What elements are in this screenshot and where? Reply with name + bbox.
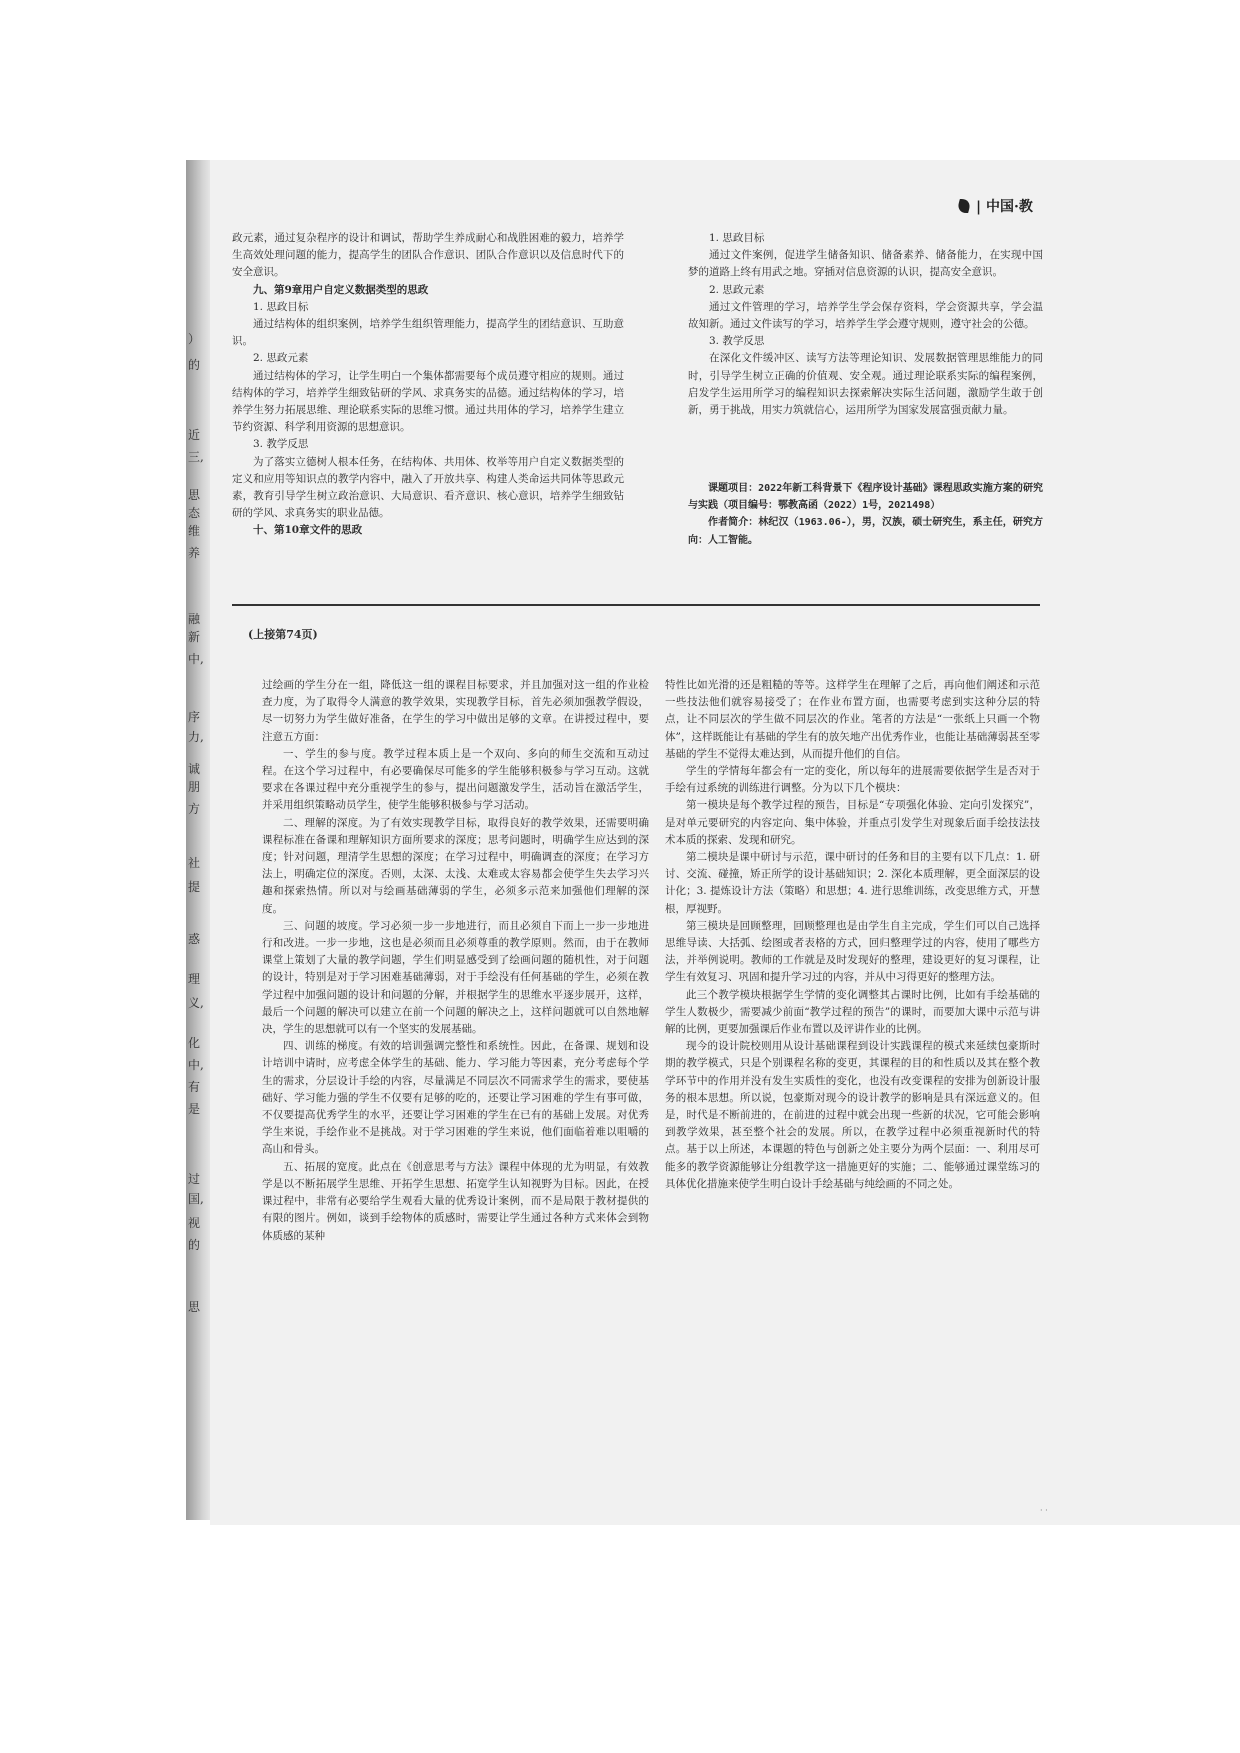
left-margin-strip (186, 160, 212, 1520)
paragraph: 此三个教学模块根据学生学情的变化调整其占课时比例，比如有手绘基础的学生人数极少，需要减少前面“教学过程的预告”的课时，而要加大课中示范与讲解的比例，更要加强课后作业布置以及评讲作业的比例。 (665, 988, 1040, 1036)
margin-char: 养 (188, 546, 201, 560)
bottom-right-column (665, 677, 1040, 1193)
margin-char: 过 (188, 1172, 201, 1186)
margin-char: 义, (188, 996, 204, 1010)
paragraph: 3. 教学反思 (253, 438, 309, 451)
margin-char: 的 (188, 1238, 201, 1252)
margin-char: 的 (188, 358, 201, 372)
paragraph: 1. 思政目标 (253, 300, 309, 313)
margin-char: 国, (188, 1192, 204, 1206)
margin-char: 诚 (188, 762, 201, 776)
paragraph: 为了落实立德树人根本任务，在结构体、共用体、枚举等用户自定义数据类型的定义和应用等知识点的教学内容中，融入了开放共享、构建人类命运共同体等思政元素，教育引导学生树立政治意识、大局意识、看齐意识、核心意识，培养学生细致钻研的学风、求真务实的职业品德。 (232, 455, 624, 520)
paragraph: 九、第9章用户自定义数据类型的思政 (253, 283, 429, 296)
margin-char: 中, (188, 1058, 204, 1072)
margin-char: 视 (188, 1216, 201, 1230)
author-profile: 作者简介：林纪汉（1963.06-），男，汉族，硕士研究生，系主任，研究方向：人工智能。 (688, 517, 1043, 546)
paragraph: 十、第10章文件的思政 (253, 524, 363, 537)
top-right-column (688, 230, 1043, 419)
paragraph: 一、学生的参与度。教学过程本质上是一个双向、多向的师生交流和互动过程。在这个学习过程中，有必要确保尽可能多的学生能够积极参与学习互动。这就要求在各课过程中充分重视学生的参与，提出问题激发学生，活动旨在激活学生，并采用组织策略动员学生，使学生能够积极参与学习活动。 (262, 747, 649, 812)
margin-char: ） (188, 332, 201, 346)
bottom-left-column (262, 677, 649, 1245)
paragraph: 2. 思政元素 (709, 283, 765, 296)
footer-mark: · · (1040, 1506, 1048, 1515)
margin-char: 是 (188, 1102, 201, 1116)
margin-char: 朋 (188, 780, 201, 794)
paragraph: 第三模块是回顾整理，回顾整理也是由学生自主完成，学生们可以自己选择思维导读、大括弧、绘图或者表格的方式，回归整理学过的内容，使用了哪些方法，并举例说明。教师的工作就是及时发现好的整理，建设更好的复习课程，让学生有效复习、巩固和提升学习过的内容，并从中习得更好的整理方法。 (665, 919, 1040, 984)
paragraph: 特性比如光滑的还是粗糙的等等。这样学生在理解了之后，再向他们阐述和示范一些技法他们就容易接受了；在作业布置方面，也需要考虑到实这种分层的特点，让不同层次的学生做不同层次的作业。笔者的方法是“一张纸上只画一个物体”，这样既能让有基础的学生有的放矢地产出优秀作业，也能让基础薄弱甚至零基础的学生不觉得太难达到，从而提升他们的自信。 (665, 679, 1040, 760)
margin-char: 思 (188, 1300, 201, 1314)
margin-char: 融 (188, 612, 201, 626)
margin-char: 提 (188, 880, 201, 894)
paragraph: 3. 教学反思 (709, 335, 765, 348)
paragraph: 二、理解的深度。为了有效实现教学目标，取得良好的教学效果，还需要明确课程标准在备课和理解知识方面所要求的深度；思考问题时，明确学生应达到的深度；针对问题，理清学生思想的深度；在学习过程中，明确调查的深度；在学习方法上，明确定位的深度。否则，太深、太浅、太难或太容易都会使学生失去学习兴趣和探索热情。所以对与绘画基础薄弱的学生，必须多示范来加强他们理解的深度。 (262, 816, 649, 915)
leaf-icon (956, 199, 972, 213)
paragraph: 通过文件案例，促进学生储备知识、储备素养、储备能力，在实现中国梦的道路上终有用武之地。穿插对信息资源的认识，提高安全意识。 (688, 249, 1043, 279)
margin-char: 态 (188, 506, 201, 520)
project-item: 课题项目：2022年新工科背景下《程序设计基础》课程思政实施方案的研究与实践（项目编号：鄂教高函（2022）1号，2021498） (688, 483, 1043, 512)
margin-char: 三, (188, 450, 204, 464)
margin-char: 理 (188, 972, 201, 986)
paragraph: 第一模块是每个教学过程的预告，目标是“专项强化体验、定向引发探究”，是对单元要研究的内容定向、集中体验，并重点引发学生对现象后面手绘技法技术本质的探索、发现和研究。 (665, 799, 1040, 846)
continued-label: (上接第74页) (248, 628, 318, 641)
paragraph: 通过结构体的学习，让学生明白一个集体都需要每个成员遵守相应的规则。通过结构体的学习，培养学生细致钻研的学风、求真务实的品德。通过结构体的学习，培养学生努力拓展思维、理论联系实际的思维习惯。通过共用体的学习，培养学生建立节约资源、科学利用资源的思想意识。 (232, 369, 624, 434)
paragraph: 通过结构体的组织案例，培养学生组织管理能力，提高学生的团结意识、互助意识。 (232, 318, 624, 348)
margin-char: 近 (188, 428, 201, 442)
margin-char: 化 (188, 1036, 201, 1050)
margin-char: 力, (188, 730, 204, 744)
margin-char: 社 (188, 856, 201, 870)
paragraph: 1. 思政目标 (709, 232, 765, 244)
top-left-column (232, 230, 624, 540)
margin-char: 中, (188, 652, 204, 666)
journal-header-mark (958, 196, 1033, 216)
margin-char: 惑 (188, 932, 201, 946)
margin-char: 序 (188, 710, 201, 724)
section-divider (232, 604, 1040, 606)
paragraph: 五、拓展的宽度。此点在《创意思考与方法》课程中体现的尤为明显，有效教学是以不断拓展学生思维、开拓学生思想、拓宽学生认知视野为目标。因此，在授课过程中，非常有必要给学生观看大量的优秀设计案例，而不是局限于教材提供的有限的图片。例如，谈到手绘物体的质感时，需要让学生通过各种方式来体会到物体质感的某种 (262, 1160, 649, 1242)
margin-char: 方 (188, 802, 201, 816)
margin-char: 有 (188, 1080, 201, 1094)
paragraph: 三、问题的坡度。学习必须一步一步地进行，而且必须自下而上一步一步地进行和改进。一步一步地，这也是必须而且必须尊重的教学原则。然而，由于在教师课堂上策划了大量的教学问题，学生们明显感受到了绘画问题的随机性，对于问题的设计，特别是对于学习困难基础薄弱，对于手绘没有任何基础的学生，必须在教学过程中加强问题的设计和问题的分解，并根据学生的思维水平逐步展开，这样，最后一个问题的解决可以建立在前一个问题的解决之上，这样问题就可以自然地解决，学生的思想就可以有一个坚实的发展基础。 (262, 919, 649, 1036)
paragraph: 第二模块是课中研讨与示范，课中研讨的任务和目的主要有以下几点：1. 研讨、交流、碰撞，矫正所学的设计基础知识；2. 深化本质理解，更全面深层的设计化；3. 提炼设计方法（策略）和思想；4. 进行思维训练，改变思维方式，开慧根，厚视野。 (665, 851, 1040, 915)
paragraph: 2. 思政元素 (253, 352, 309, 365)
paragraph: 现今的设计院校则用从设计基础课程到设计实践课程的模式来延续包豪斯时期的教学模式，只是个别课程名称的变更，其课程的目的和性质以及其在整个教学环节中的作用并没有发生实质性的变化，也没有改变课程的安排为创新设计服务的根本思想。所以说，包豪斯对现今的设计教学的影响是具有深远意义的。但是，时代是不断前进的，在前进的过程中就会出现一些新的状况，它可能会影响到教学效果，甚至整个社会的发展。所以，在教学过程中必须重视新时代的特点。基于以上所述，本课题的特色与创新之处主要分为两个层面：一、利用尽可能多的教学资源能够让分组教学这一措施更好的实施；二、能够通过课堂练习的具体优化措施来使学生明白设计手绘基础与纯绘画的不同之处。 (665, 1040, 1040, 1190)
project-info (688, 480, 1043, 549)
paragraph: 过绘画的学生分在一组，降低这一组的课程目标要求，并且加强对这一组的作业检查力度，为了取得令人满意的教学效果，实现教学目标，首先必须加强教学假设，尽一切努力为学生做好准备，在学生的学习中做出足够的文章。在讲授过程中，要注意五方面： (262, 679, 649, 743)
paragraph: 学生的学情每年都会有一定的变化，所以每年的进展需要依据学生是否对于手绘有过系统的训练进行调整。分为以下几个模块： (665, 765, 1040, 795)
margin-char: 维 (188, 524, 201, 538)
paragraph: 通过文件管理的学习，培养学生学会保存资料，学会资源共享，学会温故知新。通过文件读写的学习，培养学生学会遵守规则，遵守社会的公德。 (688, 300, 1043, 331)
paragraph: 四、训练的梯度。有效的培训强调完整性和系统性。因此，在备课、规划和设计培训中请时，应考虑全体学生的基础、能力、学习能力等因素，充分考虑每个学生的需求，分层设计手绘的内容，尽量满足不同层次不同需求学生的需求，要使基础好、学习能力强的学生不仅要有足够的吃的，还要让学习困难的学生有事可做，不仅要提高优秀学生的水平，还要让学习困难的学生在已有的基础上发展。对优秀学生来说，手绘作业不是挑战。对于学习困难的学生来说，他们面临着难以咀嚼的高山和骨头。 (262, 1040, 649, 1156)
margin-char: 新 (188, 630, 201, 644)
margin-char: 思 (188, 488, 201, 502)
journal-name: | 中国·教 (976, 199, 1033, 215)
paragraph: 政元素，通过复杂程序的设计和调试，帮助学生养成耐心和战胜困难的毅力，培养学生高效处理问题的能力，提高学生的团队合作意识、团队合作意识以及信息时代下的安全意识。 (232, 232, 624, 279)
paragraph: 在深化文件缓冲区、读写方法等理论知识、发展数据管理思维能力的同时，引导学生树立正确的价值观、安全观。通过理论联系实际的编程案例，启发学生运用所学习的编程知识去探索解决实际生活问题，激励学生敢于创新，勇于挑战，用实力筑就信心，运用所学为国家发展富强贡献力量。 (688, 352, 1043, 417)
